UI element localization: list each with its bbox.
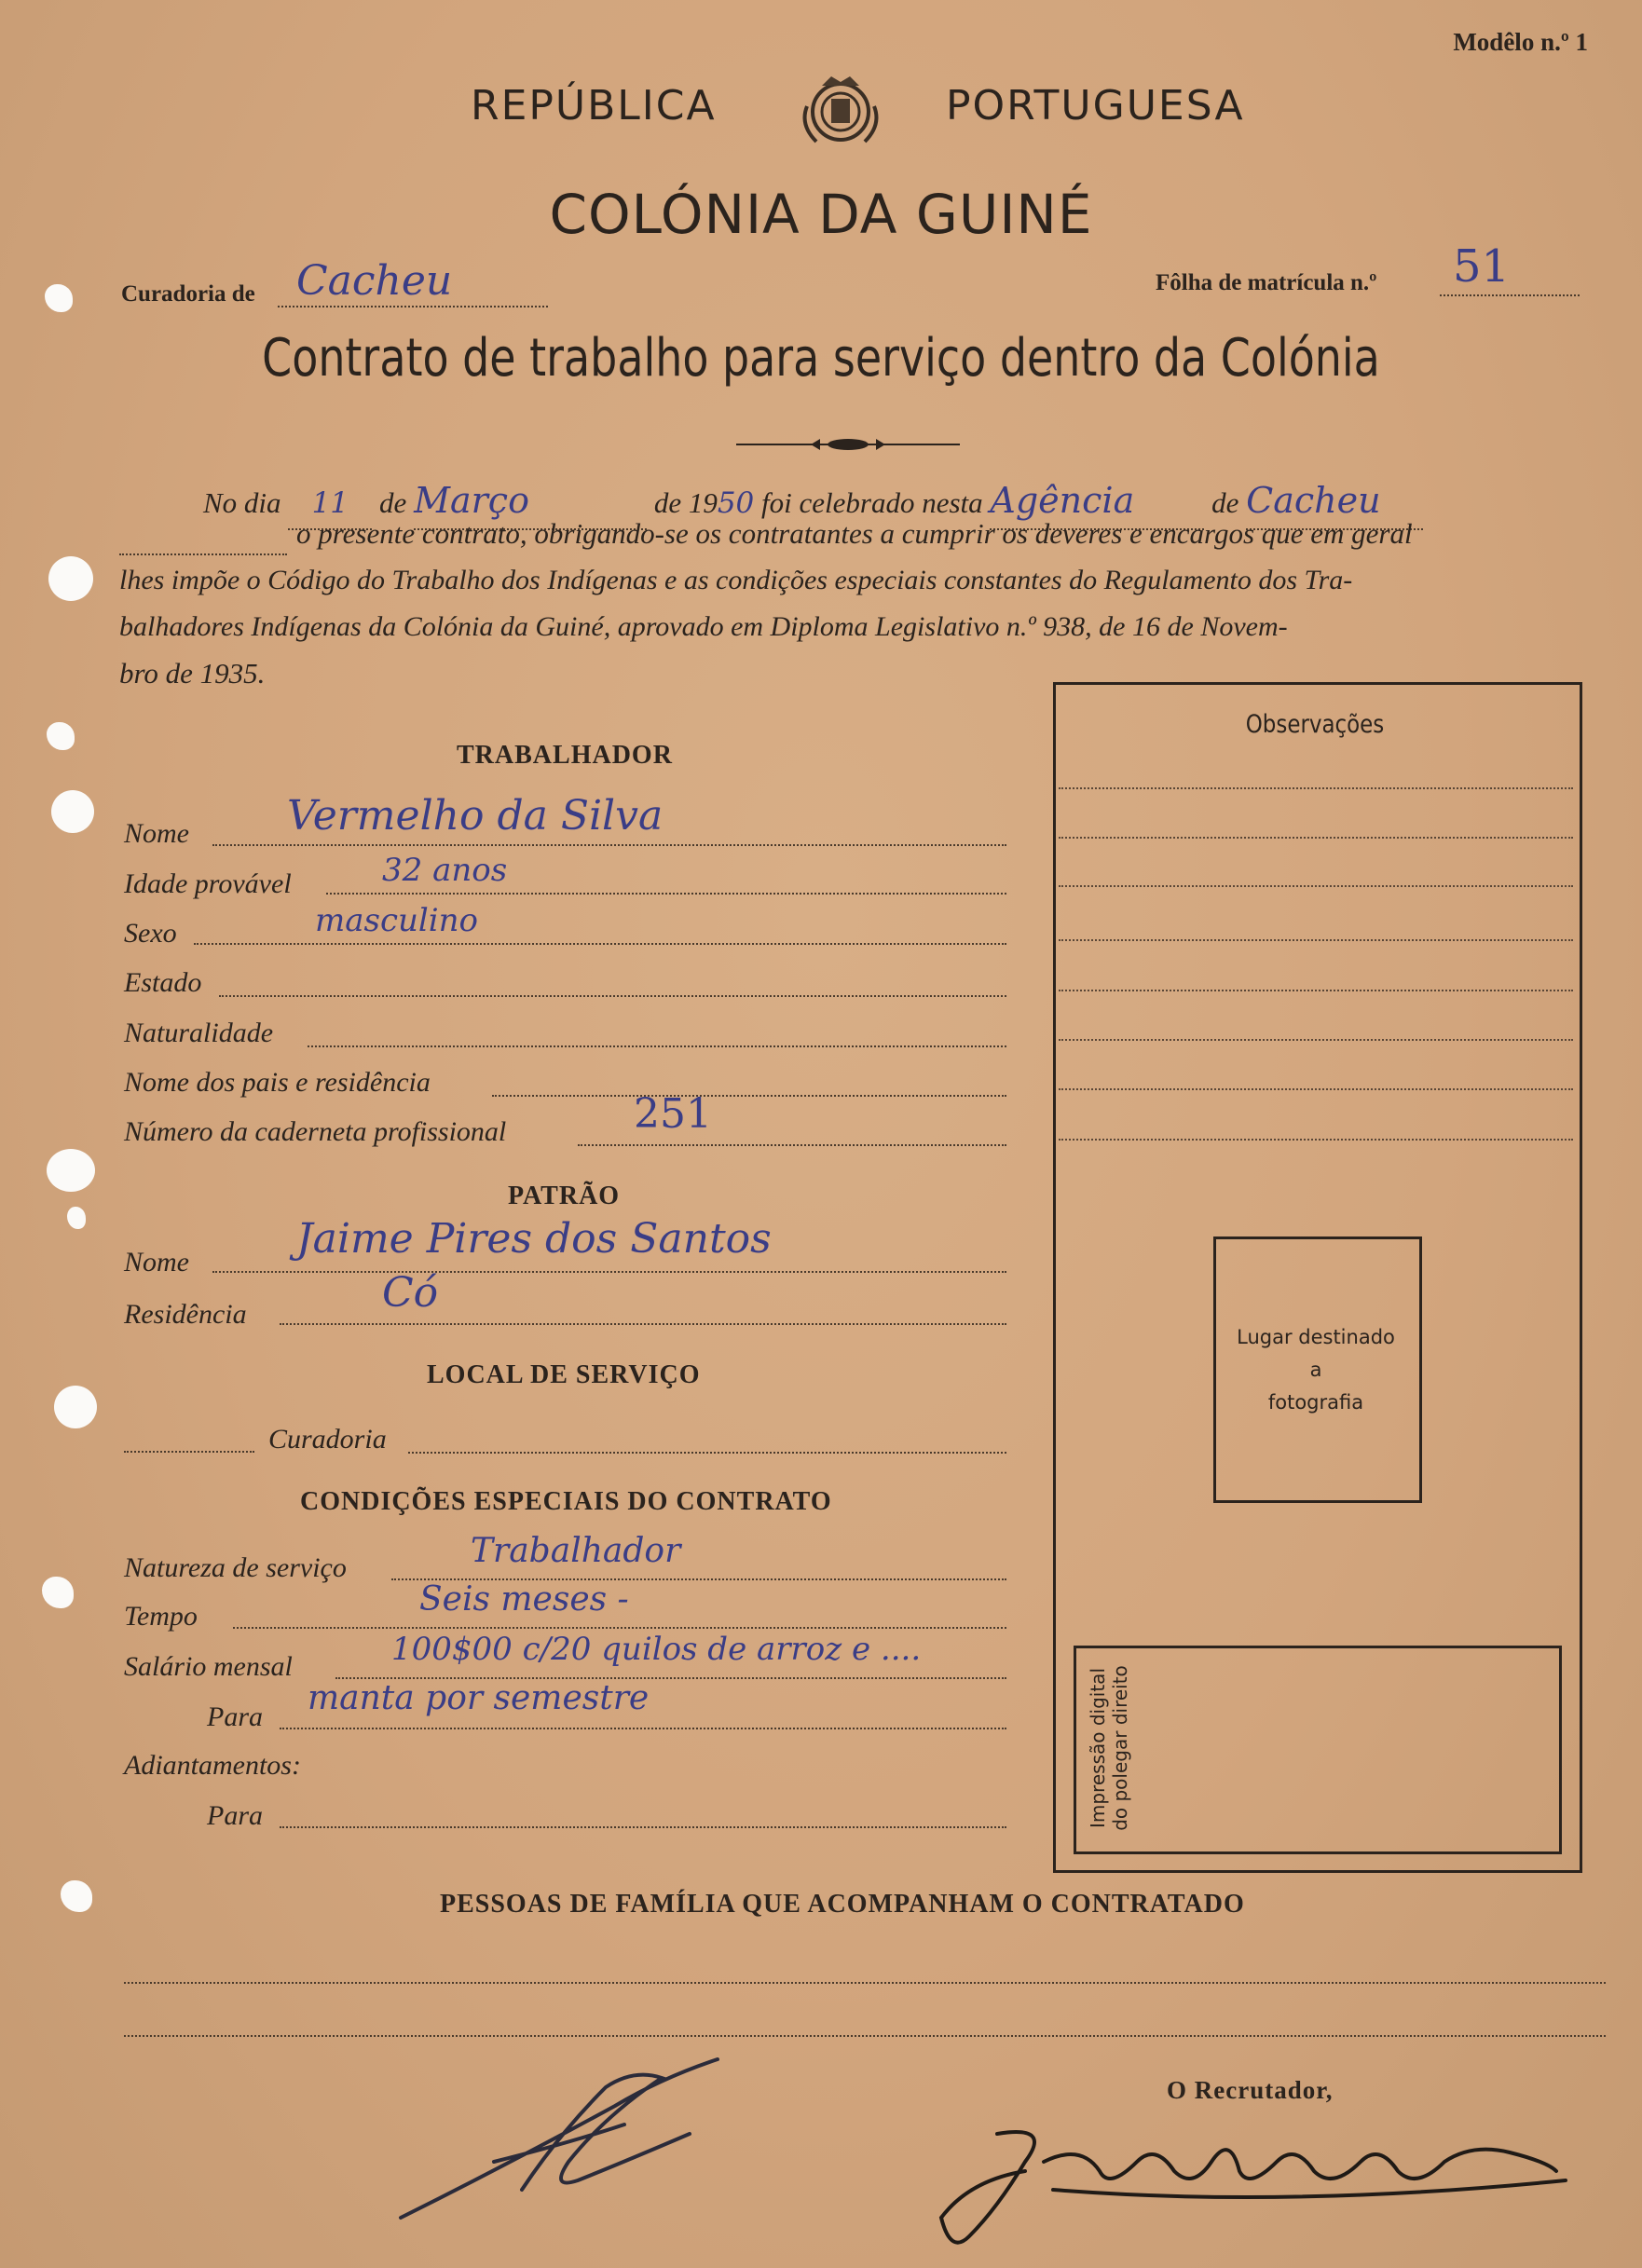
worker-sex-label: Sexo [124, 918, 177, 949]
curadoria-label: Curadoria de [121, 281, 255, 307]
observation-line [1059, 1039, 1573, 1041]
worker-age-value: 32 anos [382, 852, 508, 889]
worker-origin-field [308, 1010, 1006, 1047]
worker-state-field [219, 960, 1006, 997]
observation-line [1059, 990, 1573, 991]
family-heading: PESSOAS DE FAMÍLIA QUE ACOMPANHAM O CONTRATADO [440, 1890, 1245, 1919]
condicoes-heading: CONDIÇÕES ESPECIAIS DO CONTRATO [300, 1487, 832, 1516]
contract-title: Contrato de trabalho para serviço dentro da Colónia [262, 328, 1380, 389]
observation-line [1059, 885, 1573, 887]
recruiter-signature-icon [913, 2106, 1584, 2264]
year-value: 50 [717, 486, 755, 520]
worker-booklet-value: 251 [634, 1090, 712, 1138]
observation-line [1059, 1088, 1573, 1090]
photo-caption-line-2: a [1309, 1359, 1322, 1381]
month-value: Março [414, 480, 529, 521]
binder-hole [67, 1207, 86, 1229]
curadoria-value: Cacheu [296, 257, 453, 305]
para-value: manta por semestre [308, 1679, 650, 1717]
worker-age-field [326, 852, 1006, 895]
coat-of-arms-icon [794, 69, 887, 153]
worker-booklet-field [578, 1090, 1006, 1146]
service-nature-label: Natureza de serviço [124, 1552, 347, 1583]
employer-name-field [212, 1215, 1006, 1273]
observation-line [1059, 939, 1573, 941]
patrao-heading: PATRÃO [508, 1182, 621, 1210]
salary-label: Salário mensal [124, 1651, 293, 1682]
thumbprint-box [1074, 1646, 1562, 1854]
worker-name-label: Nome [124, 818, 189, 849]
day-value: 11 [311, 486, 349, 520]
no-dia-label: No dia [203, 486, 281, 519]
observation-line [1059, 787, 1573, 789]
employer-residence-label: Residência [124, 1299, 247, 1330]
binder-hole [48, 556, 93, 601]
tempo-field [233, 1580, 1006, 1629]
worker-sex-value: masculino [315, 902, 479, 939]
advances-label: Adiantamentos: [124, 1750, 301, 1781]
intro-line-5: bro de 1935. [119, 657, 266, 690]
de-label: de [379, 486, 407, 519]
worker-parents-field [492, 1059, 1006, 1097]
folha-label: Fôlha de matrícula n.º [1156, 270, 1377, 295]
binder-hole [42, 1577, 74, 1608]
para2-field [280, 1793, 1006, 1828]
service-nature-field [391, 1532, 1006, 1580]
family-line [124, 2033, 1606, 2037]
portuguese-word: PORTUGUESA [946, 82, 1245, 130]
intro-line-4: balhadores Indígenas da Colónia da Guiné, aprovado em Diploma Legislativo n.º 938, de 16 de Novem- [119, 611, 1288, 642]
worker-booklet-label: Número da caderneta profissional [124, 1116, 507, 1147]
folha-field [1440, 240, 1580, 296]
thumbprint-caption [1087, 1646, 1131, 1851]
local-curadoria-label: Curadoria [268, 1424, 387, 1455]
local-curadoria-field [408, 1418, 1006, 1454]
family-line [124, 1980, 1606, 1984]
binder-hole [45, 284, 73, 312]
salary-field [335, 1631, 1006, 1679]
local-blank [124, 1449, 254, 1453]
place-name-value: Cacheu [1246, 480, 1381, 521]
binder-hole [54, 1386, 97, 1428]
tempo-value: Seis meses - [419, 1580, 629, 1619]
intro-line-2: o presente contrato, obrigando-se os contratantes a cumprir os deveres e encargos que em geral [296, 517, 1413, 550]
folha-value: 51 [1453, 240, 1511, 293]
republic-word: REPÚBLICA [471, 82, 717, 130]
ornament-divider [736, 433, 960, 456]
employer-residence-field [280, 1269, 1006, 1325]
year-prefix: de 19 [653, 486, 718, 519]
worker-state-label: Estado [124, 967, 202, 998]
photo-caption [1213, 1321, 1418, 1419]
binder-hole [61, 1880, 92, 1912]
de-label-2: de [1211, 486, 1239, 519]
employer-name-label: Nome [124, 1247, 189, 1277]
observation-line [1059, 1139, 1573, 1141]
para2-label: Para [207, 1800, 263, 1831]
thumbprint-caption-line-2: do polegar direito [1109, 1665, 1131, 1831]
para-field [280, 1679, 1006, 1729]
observations-heading: Observações [1245, 710, 1385, 739]
form-model-number: Modêlo n.º 1 [1453, 28, 1588, 56]
service-nature-value: Trabalhador [471, 1532, 681, 1570]
worker-parents-label: Nome dos pais e residência [124, 1067, 431, 1098]
worker-signature-icon [382, 2050, 773, 2236]
worker-origin-label: Naturalidade [124, 1018, 274, 1048]
worker-sex-field [194, 902, 1006, 945]
tempo-label: Tempo [124, 1601, 198, 1632]
worker-age-label: Idade provável [124, 868, 292, 899]
recruiter-label: O Recrutador, [1167, 2076, 1334, 2104]
employer-residence-value: Có [382, 1269, 439, 1317]
worker-name-value: Vermelho da Silva [287, 792, 664, 840]
employer-name-value: Jaime Pires dos Santos [296, 1215, 772, 1263]
salary-value: 100$00 c/20 quilos de arroz e .... [391, 1631, 922, 1668]
thumbprint-caption-line-1: Impressão digital [1087, 1668, 1109, 1829]
curadoria-field [278, 257, 548, 307]
binder-hole [51, 790, 94, 833]
trabalhador-heading: TRABALHADOR [457, 741, 673, 770]
intro-line-3: lhes impõe o Código do Trabalho dos Indígenas e as condições especiais constantes do Regulamento dos Tra- [119, 565, 1353, 595]
local-heading: LOCAL DE SERVIÇO [427, 1360, 701, 1389]
observation-line [1059, 837, 1573, 839]
para-label: Para [207, 1701, 263, 1732]
photo-caption-line-1: Lugar destinado [1237, 1326, 1395, 1348]
place-type-value: Agência [990, 480, 1135, 521]
celebrado-text: foi celebrado nesta [761, 486, 983, 519]
binder-hole [47, 1149, 95, 1192]
binder-hole [47, 722, 75, 750]
photo-caption-line-3: fotografia [1267, 1391, 1364, 1414]
colony-heading: COLÓNIA DA GUINÉ [549, 183, 1093, 246]
worker-name-field [212, 792, 1006, 846]
